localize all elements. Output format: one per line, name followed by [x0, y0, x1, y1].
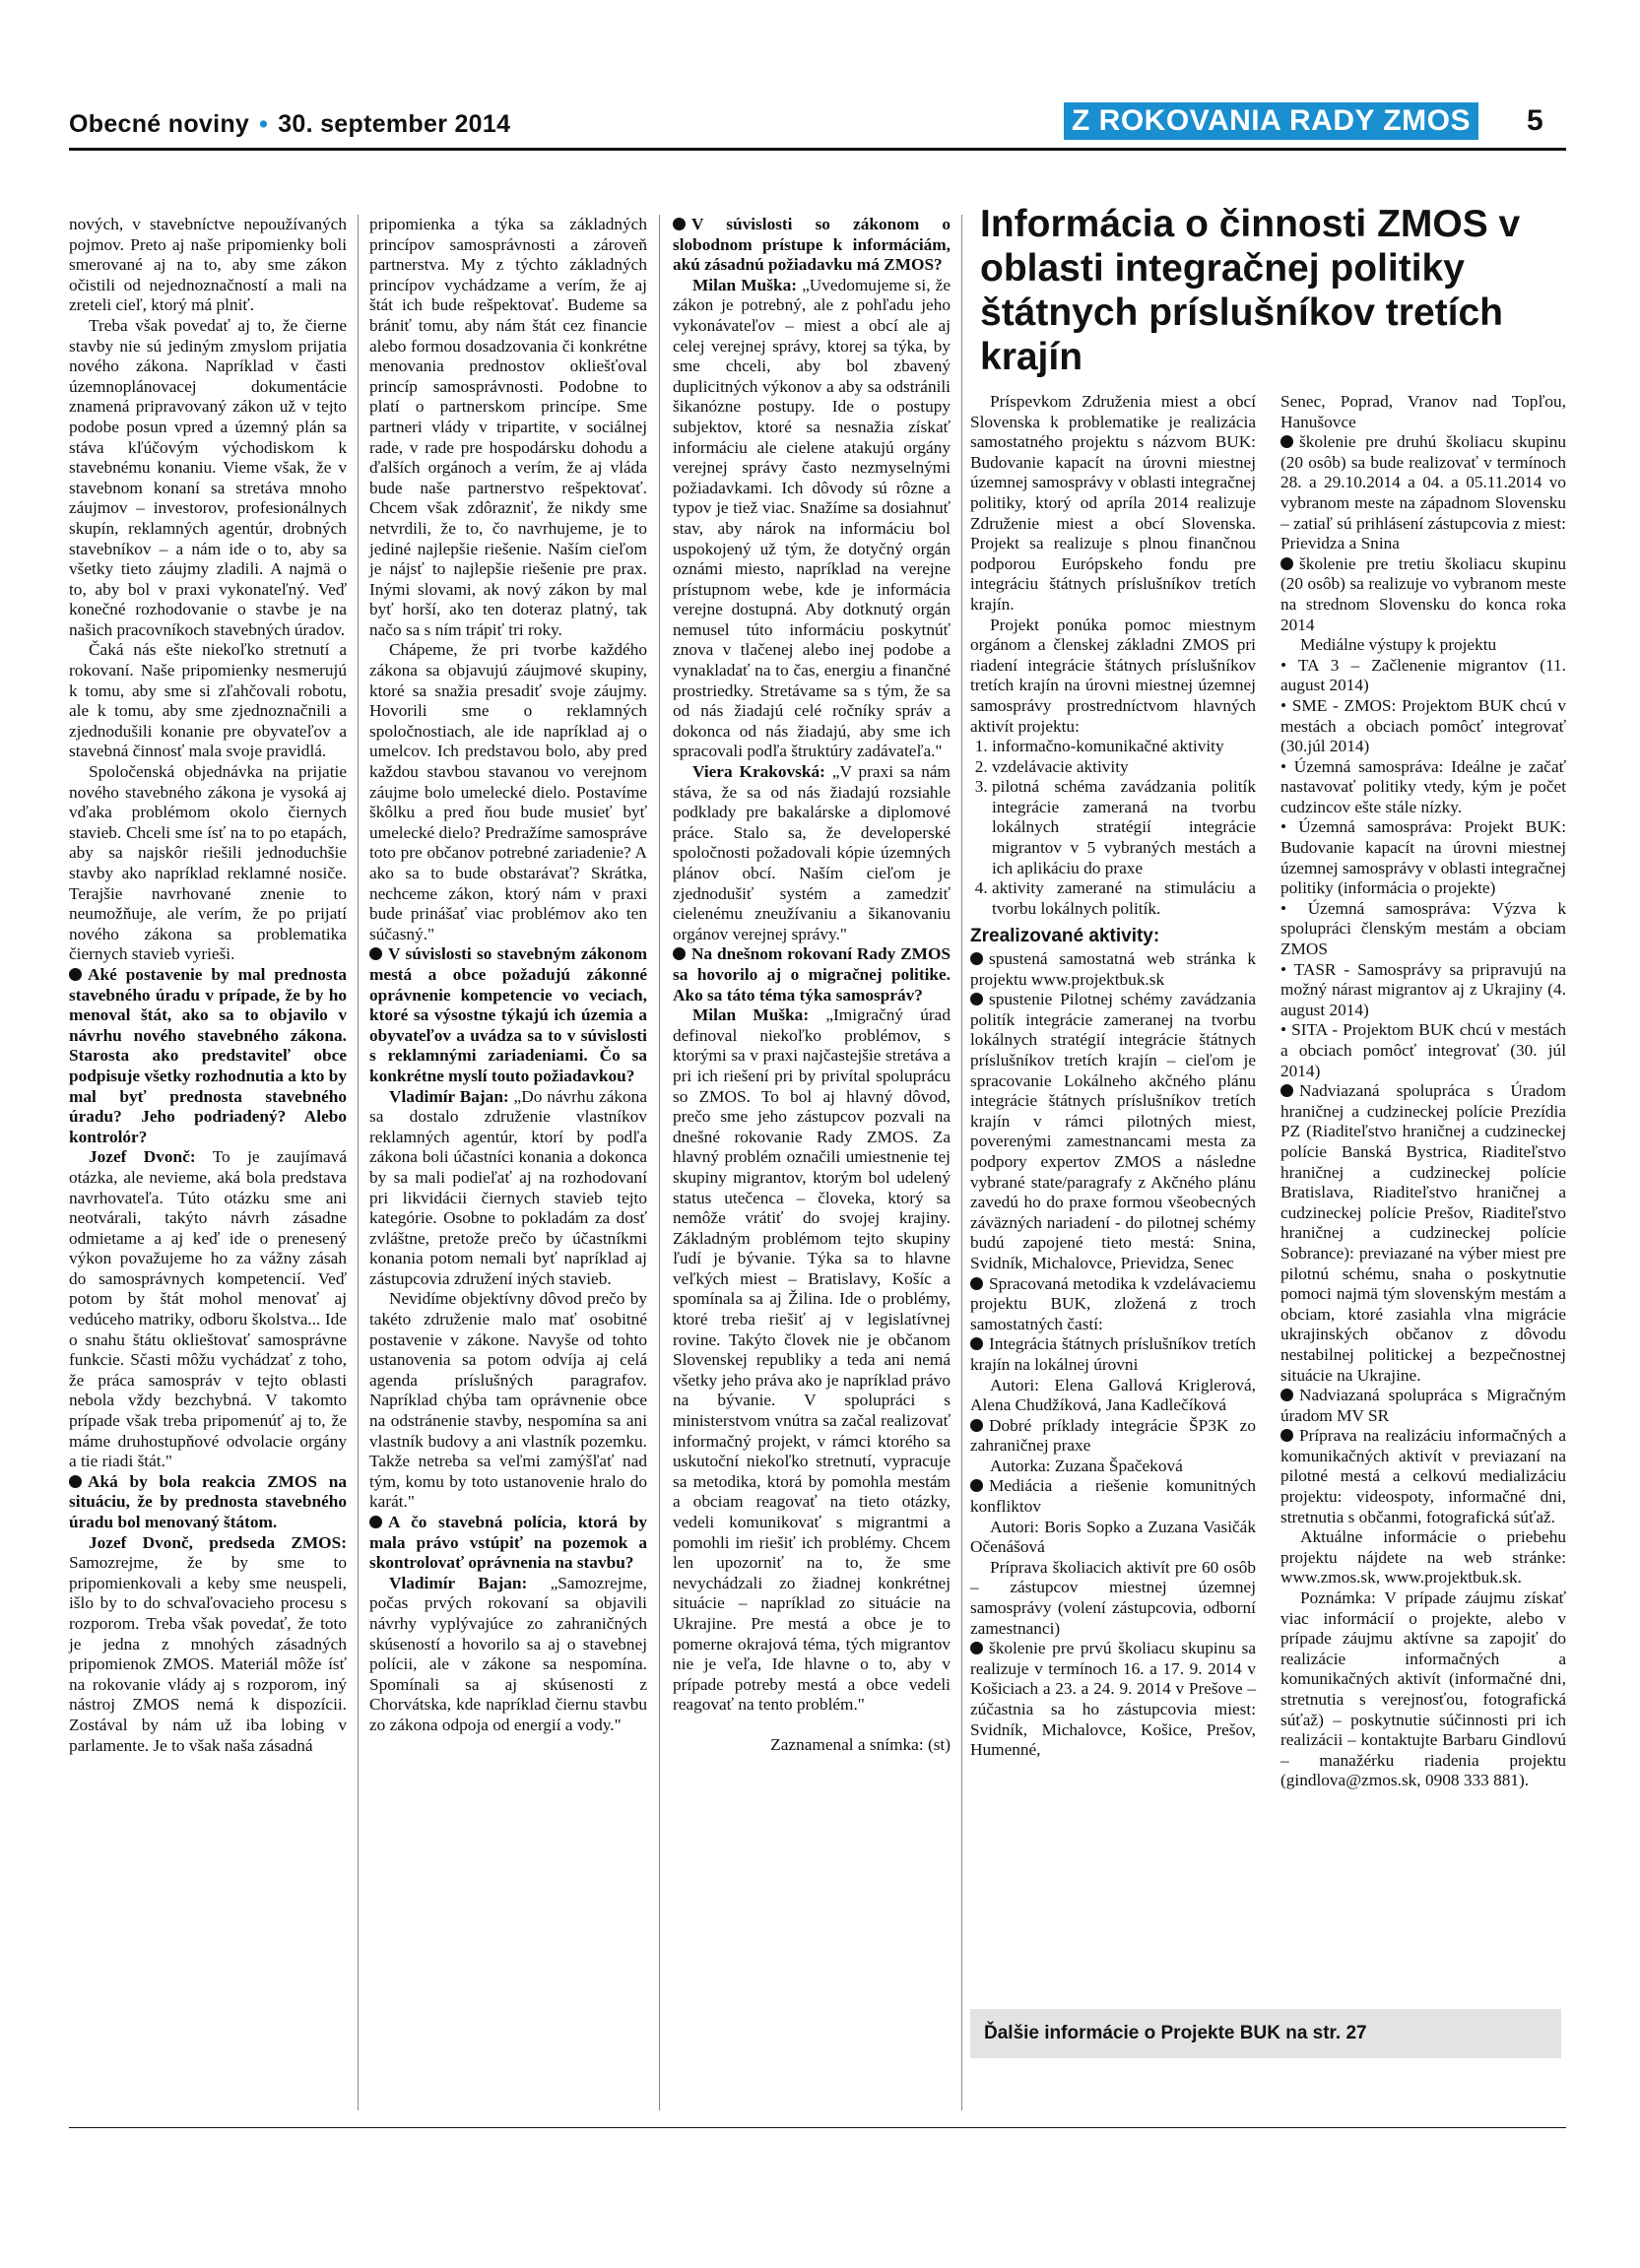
author-line: Autori: Boris Sopko a Zuzana Vasičák Očenášová — [970, 1517, 1256, 1557]
interview-answer: Vladimír Bajan: „Do návrhu zákona sa dostalo združenie vlastníkov reklamných agentúr, ktorí by podľa zákona boli účastníci konania a dokonca by sa mali podieľať aj na rozhodovaní pri likvidácii čiernych stavieb tejto kategórie. Osobne to pokladám za dosť zvláštne, pretože prečo by účastníkmi konania potom nemali byť napríklad aj zástupcovia združení iných stavieb. — [369, 1086, 647, 1288]
bullet-icon — [1280, 1389, 1293, 1401]
article-column-1 — [970, 392, 1256, 1761]
bullet-item: Nadviazaná spolupráca s Úradom hraničnej a cudzineckej polície Prezídia PZ (Riaditeľstvo hraničnej a cudzineckej polície Banská Bystrica, Riaditeľstvo hraničnej a cudzineckej polície Bratislava, Riaditeľstvo hraničnej a cudzineckej polície Prešov, Riaditeľstvo hraničnej a cudzineckej polície Sobrance): previazané na výber miest pre pilotnú schému, snaha o poskytnutie pomoci najmä tým slovenským mestám a obciam, ktoré zasiahla vlna migrácie ukrajinských občanov z dôvodu nestabilnej politickej a bezpečnostnej situácie na Ukrajine. — [1280, 1081, 1566, 1385]
body-paragraph: Chápeme, že pri tvorbe každého zákona sa objavujú záujmové skupiny, ktoré sa snažia presadiť svoje záujmy. Hovorili sme o reklamných spoločnostiach, ale ide napríklad aj o umelcov. Ich predstavou bolo, aby pred každou stavbou stavanou vo verejnom záujme bolo umelecké dielo. Postavíme škôlku a pred ňou bude musieť byť umelecké dielo? Predražíme samospráve toto pre občanov potrebné zariadenie? A ako sa to bude obstarávať? Skrátka, nechceme zákon, ktorý nám v praxi bude prinášať viac problémov ako ten súčasný." — [369, 640, 647, 943]
article-column-2 — [1280, 392, 1566, 1791]
media-item: • SME - ZMOS: Projektom BUK chcú v mestách a obciach pomôcť integrovať (30.júl 2014) — [1280, 695, 1566, 756]
paper-name: Obecné noviny — [69, 110, 250, 138]
bullet-item: spustenie Pilotnej schémy zavádzania politík integrácie zameranej na tvorbu lokálnych stratégií integrácie štátnych príslušníkov tretích krajín – cieľom je spracovanie Lokálneho akčného plánu integrácie štátnych príslušníkov tretích krajín v rámci pilotných miest, poverenými zamestnancami mesta za podpory expertov ZMOS a následne vybrané state/paragrafy z Akčného plánu zavedú ho do praxe formou všeobecných záväzných nariadení - do pilotnej schémy budú zapojené tieto mestá: Snina, Svidník, Michalovce, Prievidza, Senec — [970, 990, 1256, 1272]
bullet-item: školenie pre druhú školiacu skupinu (20 osôb) sa bude realizovať v termínoch 28. a 29.10.2014 a 04. a 05.11.2014 vo vybranom meste na západnom Slovensku – zatiaľ sú prihlásení zástupcovia z miest: Prievidza a Snina — [1280, 432, 1566, 553]
bullet-icon — [69, 1475, 82, 1488]
speaker-name: Viera Krakovská: — [692, 762, 825, 782]
bullet-item: Dobré príklady integrácie ŠP3K zo zahraničnej praxe — [970, 1415, 1256, 1456]
bullet-item: Spracovaná metodika k vzdelávaciemu projektu BUK, zložená z troch samostatných častí: — [970, 1273, 1256, 1333]
masthead — [69, 110, 510, 139]
speaker-name: Jozef Dvonč, predseda ZMOS: — [89, 1532, 347, 1552]
media-item: • TA 3 – Začlenenie migrantov (11. august 2014) — [1280, 655, 1567, 695]
author-line: Autori: Elena Gallová Kriglerová, Alena Chudžíková, Jana Kadlečíková — [970, 1375, 1256, 1415]
body-paragraph: Čaká nás ešte niekoľko stretnutí a rokovaní. Naše pripomienky nesmerujú k tomu, aby sme si zľahčovali robotu, ale k tomu, aby sme zjednoznačnili a zjednodušili konanie pre obyvateľov a stavebná činnosť mala svoje pravidlá. — [69, 640, 347, 761]
interview-answer: Milan Muška: „Imigračný úrad definoval niekoľko problémov, s ktorými sa v praxi najčastejšie stretáva a pri ich riešení pri by privítal spoluprácu so ZMOS. To bol aj hlavný dôvod, prečo sme jeho zástupcov pozvali na dnešné rokovanie Rady ZMOS. Za hlavný problém označili umiestnenie tej skupiny migrantov, ktorým bol udelený status utečenca – človeka, ktorý sa nemôže vrátiť do svojej krajiny. Základným problémom tejto skupiny ľudí je bývanie. Týka sa to hlavne veľkých miest – Bratislavy, Košíc a spomínala sa aj Žilina. Ide o problémy, ktoré treba riešiť aj v legislatívnej rovine. Takýto človek nie je občanom Slovenskej republiky a teda ani nemá všetky jeho práva ako je napríklad právo na bývanie. V spolupráci s ministerstvom vnútra sa začal realizovať informačný projekt, v rámci ktorého sa uskutoční niekoľko stretnutí, vypracuje sa metodika, ktorá by pomohla mestám a obciam reagovať na tieto otázky, vedeli komunikovať s migrantmi a pomohli im riešiť ich problémy. Chcem len upozorniť na to, že sme nevychádzali zo žiadnej konkrétnej situácie – napríklad zo situácie na Ukrajine. Pre mestá a obce je to pomerne okrajová téma, tých migrantov nie je veľa, Ide hlavne o to, aby v prípade potreby mestá a obce vedeli reagovať na tento problém." — [673, 1005, 951, 1715]
bullet-icon — [673, 218, 686, 230]
bullet-icon — [970, 1479, 983, 1492]
bullet-icon — [1280, 1084, 1293, 1097]
interview-question: V súvislosti so zákonom o slobodnom prístupe k informáciám, akú zásadnú požiadavku má ZMOS? — [673, 215, 951, 275]
bullet-icon — [1280, 1429, 1293, 1442]
footer-rule — [69, 2127, 1566, 2128]
activity-item: 4. aktivity zamerané na stimuláciu a tvorbu lokálnych politík. — [992, 878, 1256, 919]
interview-answer: Jozef Dvonč, predseda ZMOS: Samozrejme, že by sme to pripomienkovali a keby sme neuspeli, išlo by to do schvaľovacieho procesu s rozporom. Treba však povedať, že toto je jedna z mnohých zásadných pripomienok ZMOS. Materiál môže ísť na rokovanie vlády aj s rozporom, iný nástroj ZMOS nemá k dispozícii. Zostával by nám už iba lobing v parlamente. Je to však naša zásadná — [69, 1532, 347, 1755]
header-rule — [69, 148, 1566, 151]
body-paragraph: pripomienka a týka sa základných princípov samosprávnosti a zároveň partnerstva. My z týchto základných princípov vychádzame a verím, že aj štát ich bude rešpektovať. Budeme sa brániť tomu, aby nám štát cez financie alebo formou dosadzovania či konkrétne menovania prednostov okliešťoval princíp samosprávnosti. Podobne to platí o partnerskom princípe. Sme partneri vlády v tripartite, v sociálnej rade, v rade pre hospodársku dohodu a ďalších orgánoch a verím, že aj vláda bude naše partnerstvo rešpektovať. Chcem však zdôrazniť, že nikdy sme netvrdili, že to, čo navrhujeme, je to jediné najlepšie riešenie. Naším cieľom je nájsť to najlepšie riešenie pre prax. Inými slovami, ak nový zákon by mal byť horší, ako ten doteraz platný, tak načo sa s ním trápiť tri roky. — [369, 215, 647, 639]
article-paragraph: Príspevkom Združenia miest a obcí Slovenska k problematike je realizácia samostatného projektu s názvom BUK: Budovanie kapacít na úrovni miestnej územnej samosprávy v oblasti integračnej politiky, ktorý od apríla 2014 realizuje Združenie miest a obcí Slovenska. Projekt sa realizuje s plnou finančnou podporou Európskeho fondu pre integráciu štátnych príslušníkov tretích krajín. — [970, 392, 1256, 614]
column-divider — [358, 215, 359, 2110]
media-item: • Územná samospráva: Projekt BUK: Budovanie kapacít na úrovni miestnej územnej samosprávy v oblasti integračnej politiky (informácia o projekte) — [1280, 817, 1566, 898]
speaker-name: Milan Muška: — [692, 1005, 810, 1025]
bullet-item: školenie pre tretiu školiacu skupinu (20 osôb) sa realizuje vo vybranom meste na strednom Slovensku do konca roka 2014 — [1280, 553, 1566, 634]
body-paragraph: Treba však povedať aj to, že čierne stavby nie sú jediným zmyslom prijatia nového zákona. Napríklad v časti územnoplánovacej dokumentácie znamená pripravovaný zákon už v tejto podobe posun vpred a územný plán sa stáva kľúčovým východiskom k stavebnému konaniu. Vieme však, že v stavebnom konaní sa stretáva mnoho záujmov – investorov, profesionálnych skupín, reklamných agentúr, drobných stavebníkov – a nám ide o to, aby sa všetky tieto záujmy zladili. A najmä o to, aby bol v praxi vykonateľný. Veď konečné rozhodovanie o stavbe je na našich pracovníkoch stavebných úradov. — [69, 315, 347, 639]
activity-item: 1. informačno-komunikačné aktivity — [992, 737, 1256, 757]
media-item: • Územná samospráva: Ideálne je začať nastavovať politiky vtedy, kým je počet cudzincov ešte stále nízky. — [1280, 756, 1567, 816]
activity-list — [970, 737, 1256, 919]
subheading: Zrealizované aktivity: — [970, 926, 1160, 947]
article-paragraph: Poznámka: V prípade záujmu získať viac informácií o projekte, alebo v prípade záujmu aktívne sa zapojiť do realizácie informačných a komunikačných aktivít (informačné dni, stretnutia s verejnosťou, fotografická súťaž) – poskytnutie súčinnosti pri ich realizácii – kontaktujte Barbaru Gindlovú – manažérku riadenia projektu (gindlova@zmos.sk, 0908 333 881). — [1280, 1588, 1566, 1790]
bullet-icon — [970, 1337, 983, 1350]
bullet-icon — [970, 1419, 983, 1432]
interview-column-2 — [369, 215, 647, 1736]
article-paragraph: Aktuálne informácie o priebehu projektu nájdete na web stránke: www.zmos.sk, www.projektbuk.sk. — [1280, 1527, 1566, 1588]
media-heading: Mediálne výstupy k projektu — [1300, 635, 1497, 655]
column-divider — [659, 215, 660, 2110]
article-paragraph: Príprava školiacich aktivít pre 60 osôb – zástupcov miestnej územnej samosprávy (volení zástupcovia, odborní zamestnanci) — [970, 1557, 1256, 1638]
bullet-item: spustená samostatná web stránka k projektu www.projektbuk.sk — [970, 949, 1256, 989]
interview-answer: Jozef Dvonč: To je zaujímavá otázka, ale nevieme, aká bola predstava navrhovateľa. Túto otázku sme ani neotvárali, takýto návrh zásadne odmietame a aj keď ide o prenesený výkon považujeme ho za vážny zásah do samosprávnych kompetencií. Veď potom by štát mohol menovať aj vedúceho matriky, odboru školstva... Ide o snahu štátu oklieštovať samosprávne funkcie. Sčasti môžu vychádzať z toho, že práca samospráv v tejto oblasti nebola vždy bezchybná. V takomto prípade však treba pripomenúť aj to, že máme druhostupňové odvolacie orgány a tie riadi štát." — [69, 1147, 347, 1471]
interview-answer: Milan Muška: „Uvedomujeme si, že zákon je potrebný, ale z pohľadu jeho vykonávateľov – miest a obcí ale aj celej verejnej správy, ktorej sa týka, by sme chceli, aby bol zbavený duplicitných výkonov a aby sa odstránili šikanózne postupy. Ide o postupy subjektov, ktoré sa nesnažia získať informáciu ale cielene atakujú orgány verejnej správy často nezmyselnými požiadavkami. Ich dôvody sú rôzne a typov je tiež viac. Snažíme sa dosiahnuť stav, aby nárok na informáciu bol uspokojený už tým, že dotyčný orgán oznámi miesto, napríklad na verejne prístupnom webe, kde je informácia verejne dostupná. Aby dotknutý orgán nemusel túto informáciu poskytnúť znova v tlačenej alebo inej podobe a vynakladať na to čas, energiu a finančné prostriedky. Stretávame sa s tým, že sa od nás žiadajú celé ročníky správ a dokonca od nás žiadajú, aby sme ich spracovali podľa štruktúry zadávateľa." — [673, 275, 951, 761]
author-line: Autorka: Zuzana Špačeková — [990, 1456, 1183, 1475]
activity-item: 3. pilotná schéma zavádzania politík integrácie zameraná na tvorbu lokálnych stratégií integrácie migrantov v 5 vybraných mestách a ich aplikáciu do praxe — [992, 777, 1256, 878]
body-paragraph: Nevidíme objektívny dôvod prečo by takéto združenie malo mať osobitné postavenie v zákone. Navyše od tohto ustanovenia sa potom odvíja aj celá agenda príslušných paragrafov. Napríklad chýba tam oprávnenie obce na odstránenie stavby, nespomína sa ani vlastník budovy a ani vlastník pozemku. Takže netreba sa veľmi zamýšľať nad tým, komu by toto ustanovenie hralo do karát." — [369, 1289, 647, 1512]
body-paragraph: Spoločenská objednávka na prijatie nového stavebného zákona je vysoká aj vďaka problémom okolo čiernych stavieb. Chceli sme ísť na to po etapách, aby sa najskôr riešili jednoduchšie stavby ako napríklad reklamné nosiče. Terajšie navrhované znenie to neumožňuje, ale verím, že po prijatí nového zákona sa problematika čiernych stavieb vyrieši. — [69, 762, 347, 964]
media-item: • TASR - Samosprávy sa pripravujú na možný nárast migrantov aj z Ukrajiny (4. august 2014) — [1280, 959, 1566, 1019]
speaker-name: Jozef Dvonč: — [89, 1147, 196, 1167]
column-divider — [961, 215, 962, 2110]
bullet-item: školenie pre prvú školiacu skupinu sa realizuje v termínoch 16. a 17. 9. 2014 v Košiciach a 23. a 24. 9. 2014 v Prešove – zúčastnia sa ho zástupcovia miest: Svidník, Michalovce, Košice, Prešov, Humenné, — [970, 1639, 1256, 1760]
interview-question: Aké postavenie by mal prednosta stavebného úradu v prípade, že by ho menoval štát, ako sa to objavilo v návrhu nového stavebného zákona. Starosta ako predstaviteľ obce podpisuje všetky rozhodnutia a kto by mal byť prednosta stavebného úradu? Jeho podriadený? Alebo kontrolór? — [69, 964, 347, 1146]
interview-column-1 — [69, 215, 347, 1756]
section-label: Z ROKOVANIA RADY ZMOS — [1064, 102, 1478, 140]
separator-dot: • — [259, 110, 269, 138]
bullet-icon — [970, 952, 983, 965]
speaker-name: Vladimír Bajan: — [389, 1573, 528, 1592]
page-number: 5 — [1527, 104, 1543, 137]
bullet-icon — [673, 947, 686, 960]
footer-note: Ďalšie informácie o Projekte BUK na str. 27 — [970, 2009, 1561, 2058]
bullet-icon — [970, 993, 983, 1005]
bullet-icon — [69, 968, 82, 981]
article-paragraph: Projekt ponúka pomoc miestnym orgánom a členskej základni ZMOS pri riadení integrácie štátnych príslušníkov tretích krajín na úrovni miestnej územnej samosprávy prostredníctvom hlavných aktivít projektu: — [970, 615, 1256, 736]
bullet-item: Príprava na realizáciu informačných a komunikačných aktivít v previazaní na pilotné mestá a celkovú medializáciu projektu: videospoty, informačné dni, stretnutia s občanmi, fotografická súťaž. — [1280, 1426, 1566, 1526]
bullet-icon — [369, 947, 382, 960]
interview-answer: Viera Krakovská: „V praxi sa nám stáva, že sa od nás žiadajú rozsiahle podklady pre bakalárske a diplomové práce. Stalo sa, že developerské spoločnosti požadovali kópie územných plánov obcí. Naším cieľom je zjednodušiť systém a zamedziť cielenému zneužívaniu a šikanovaniu orgánov verejnej správy." — [673, 762, 951, 943]
bullet-item: Nadviazaná spolupráca s Migračným úradom MV SR — [1280, 1386, 1566, 1425]
bullet-icon — [970, 1642, 983, 1654]
bullet-icon — [970, 1277, 983, 1290]
speaker-name: Vladimír Bajan: — [389, 1086, 509, 1106]
article-title: Informácia o činnosti ZMOS v oblasti integračnej politiky štátnych príslušníkov tretích krajín — [980, 203, 1521, 378]
bullet-item: Mediácia a riešenie komunitných konfliktov — [970, 1476, 1256, 1517]
interview-question: A čo stavebná polícia, ktorá by mala právo vstúpiť na pozemok a skontrolovať oprávnenia na stavbu? — [369, 1513, 647, 1573]
issue-date: 30. september 2014 — [278, 110, 511, 138]
interview-question: Aká by bola reakcia ZMOS na situáciu, že by prednosta stavebného úradu bol menovaný štátom. — [69, 1471, 347, 1531]
bullet-icon — [1280, 435, 1293, 448]
media-item: • Územná samospráva: Výzva k spolupráci členským mestám a obciam ZMOS — [1280, 898, 1566, 959]
speaker-name: Milan Muška: — [692, 275, 797, 294]
media-item: • SITA - Projektom BUK chcú v mestách a obciach pomôcť integrovať (30. júl 2014) — [1280, 1020, 1566, 1080]
byline: Zaznamenal a snímka: (st) — [770, 1734, 951, 1754]
interview-answer: Vladimír Bajan: „Samozrejme, počas prvých rokovaní sa objavili návrhy vyplývajúce zo zahraničných skúseností a hovorilo sa aj o stavebnej polícii, ale v zákone sa nespomína. Spomínali sa aj skúsenosti z Chorvátska, kde napríklad čiernu stavbu zo zákona odpoja od energií a vody." — [369, 1573, 648, 1734]
article-paragraph: Senec, Poprad, Vranov nad Topľou, Hanušovce — [1280, 392, 1566, 431]
activity-item: 2. vzdelávacie aktivity — [992, 757, 1256, 778]
page-header — [69, 102, 1566, 146]
bullet-item: Integrácia štátnych príslušníkov tretích krajín na lokálnej úrovni — [970, 1334, 1256, 1374]
interview-question: Na dnešnom rokovaní Rady ZMOS sa hovorilo aj o migračnej politike. Ako sa táto téma týka samospráv? — [673, 944, 951, 1004]
body-paragraph: nových, v stavebníctve nepoužívaných pojmov. Preto aj naše pripomienky boli smerované aj na to, aby sme zákon očistili od nejednoznačností a mali na zreteli cieľ, ktorý má plniť. — [69, 215, 347, 315]
bullet-icon — [1280, 557, 1293, 570]
interview-column-3 — [673, 215, 951, 1756]
bullet-icon — [369, 1516, 382, 1528]
interview-question: V súvislosti so stavebným zákonom mestá a obce požadujú zákonné oprávnenie kompetencie vo veciach, ktoré sa výsostne týkajú ich územia a obyvateľov a uvádza sa to v súvislosti s reklamnými zariadeniami. Čo sa konkrétne myslí touto požiadavkou? — [369, 944, 647, 1085]
